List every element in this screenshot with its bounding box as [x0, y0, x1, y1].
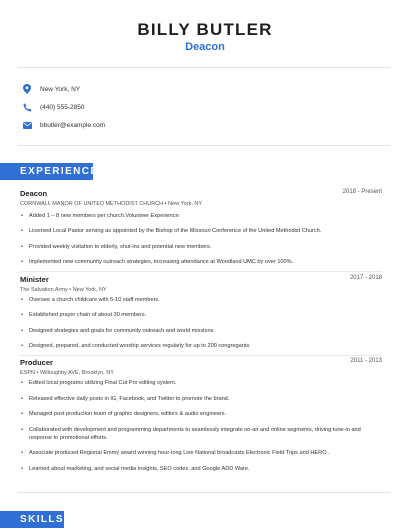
job-entry	[20, 358, 382, 472]
candidate-name: BILLY BUTLER	[137, 20, 273, 39]
job-location: New York, NY	[72, 287, 107, 293]
experience-divider	[18, 492, 390, 493]
phone-text: (440) 555-2850	[40, 103, 85, 111]
job-org: CORNWALL MANOR OF UNITED METHODIST CHURCH	[20, 201, 164, 207]
job-divider	[20, 271, 382, 272]
job-bullet: • Oversee a church childcare with 5-10 staff members.	[20, 297, 384, 305]
job-bullet: • Released effective daily posts in IG, Facebook, and Twitter to promote the brand.	[20, 396, 384, 404]
job-location: New York, NY	[168, 201, 203, 207]
job-divider	[20, 355, 382, 356]
contact-location	[22, 84, 80, 94]
email-icon	[22, 120, 32, 130]
job-bullet: • Edited local programs utilizing Final Cut Pro editing system.	[20, 380, 384, 388]
job-dates: 2011 - 2013	[350, 358, 382, 364]
email-text[interactable]: bbutler@example.com	[40, 121, 106, 129]
job-org: The Salvation Army	[20, 287, 68, 293]
contact-divider	[18, 145, 390, 146]
separator-dot: •	[36, 370, 40, 376]
job-title: Minister	[20, 275, 49, 284]
location-text: New York, NY	[40, 85, 81, 93]
location-pin-icon	[22, 84, 32, 94]
contact-email[interactable]	[22, 120, 105, 130]
job-dates: 2018 - Present	[342, 189, 382, 195]
job-entry	[20, 189, 382, 265]
job-bullet: • Associate produced Regional Emmy award winning hour-long Live National broadcasts Electronic Field Trips and HERO .	[20, 450, 384, 458]
candidate-title: Deacon	[185, 41, 225, 53]
header-divider	[18, 67, 390, 68]
section-experience: EXPERIENCE	[0, 163, 93, 180]
job-location: Willoughby AVE, Brooklyn, NY	[39, 370, 114, 376]
section-skills: SKILLS	[0, 511, 64, 528]
job-bullet: • Established prayer chain of about 30 members.	[20, 312, 384, 320]
job-bullet: • Managed post production team of graphic designers, editors & audio engineers.	[20, 411, 384, 419]
job-bullet: • Implemented new community outreach strategies, increasing attendance at Woodland UMC by over 100%.	[20, 259, 384, 267]
contact-phone	[22, 102, 84, 112]
job-title: Deacon	[20, 189, 48, 198]
job-bullet: • Provided weekly visitation to elderly, shut-ins and potential new members.	[20, 244, 384, 252]
separator-dot: •	[164, 201, 169, 207]
job-bullet: • Designed, prepared, and conducted worship services regularly for up to 200 congregants.	[20, 343, 384, 351]
job-dates: 2017 - 2018	[349, 275, 382, 281]
job-bullet: • Collaborated with development and programming departments to seamlessly integrate on-air and online segments, driving tune-in and response to promotional efforts.	[20, 427, 384, 442]
phone-icon	[22, 102, 32, 112]
job-bullet: • Learned about marketing, and social media insights, SEO codes, and Google ADD Ware.	[20, 466, 384, 474]
job-org: ESPN	[20, 370, 35, 376]
job-bullet: • Added 1 – 8 new members per church.Volunteer Experience:	[20, 213, 384, 221]
job-bullet: • Licensed Local Pastor serving as appointed by the Bishop of the Missouri Conference of the United Methodist Church.	[20, 228, 384, 236]
job-entry	[20, 275, 382, 349]
job-title: Producer	[20, 358, 53, 367]
separator-dot: •	[69, 287, 73, 293]
job-bullet: • Designed strategies and goals for community outreach and world missions.	[20, 328, 384, 336]
